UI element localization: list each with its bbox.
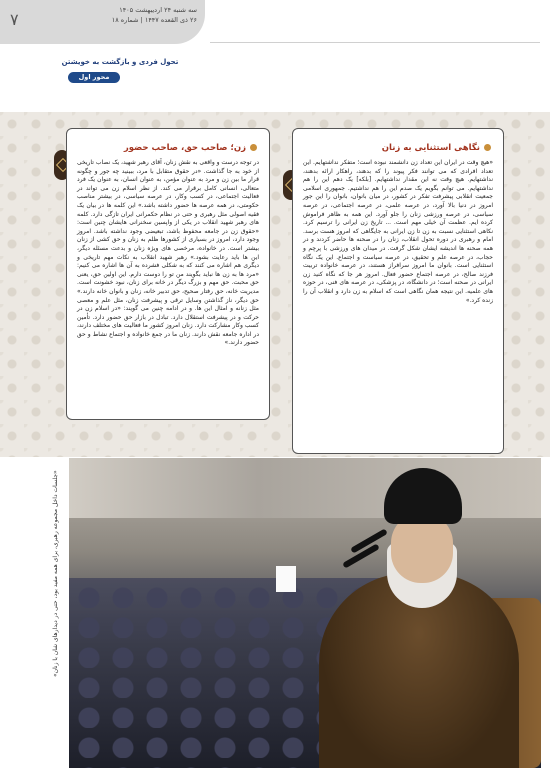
article-box-left xyxy=(66,128,270,420)
photo-caption: «جلسات داخل مجموعه رهبری، برای همه مفید بود، حتی در دیدارهای شان با زنان» xyxy=(52,470,59,677)
article-title-right xyxy=(382,143,491,153)
article-title-text: زن؛ صاحب حق، صاحب حضور xyxy=(123,143,246,153)
bullet-icon xyxy=(250,144,257,151)
section-title: تحول فردی و بازگشت به خویشتن xyxy=(61,58,179,66)
page-number: ۷ xyxy=(10,10,19,29)
issue-date: سه شنبه ۲۴ اردیبهشت ۱۴۰۵ xyxy=(119,6,197,14)
event-photo xyxy=(69,458,541,768)
section-tab: محور اول xyxy=(68,72,120,83)
issue-number: ۲۶ ذی القعده ۱۴۴۷ | شماره ۱۸ xyxy=(111,16,197,24)
speech-paper xyxy=(276,566,296,592)
article-box-right xyxy=(292,128,504,454)
article-title-left xyxy=(124,143,257,153)
page-header-bar xyxy=(0,0,205,44)
article-body-left: در توجه درست و واقعی به نقش زنان، آقای رهبر شهید، یک نصاب تاریخی از خود به جا گذاشت. «در حقوق متقابل با مرد، ببینید چه جور و چگونه قرار ما بین زن و مرد به عنوان مؤمن، به عنوان انسان، به عنوان یک فرد متعالی، انسانی کامل برقرار می کند. از نظر اسلام زن می تواند در فعالیت اجتماعی، در کسب وکار، در عرصه سیاسی، در بیشتر مناصب حکومتی، در همه عرصه ها حضور داشته باشد.» این کلمه ها در بیان یک فقیه اصولی مثل رهبری و حتی در نظام حکمرانی ایران تازگی دارد. کلمه های رهبر شهید انقلاب در یکی از واپسین سخنرانی هایشان چنین است: «حقوق زن در جامعه محفوظ باشد، تبعیضی وجود نداشته باشد. امروز وجود دارد، امروز در بسیاری از کشورها ظلم به زنان و حق کشی از زنان بیشتر است. در خانواده، مرخصی های ویژه زنان و بدعت مسئله دیگر، این ها باید رعایت بشود.» رهبر شهید انقلاب به نکات مهم تاریخی و دیگری هم اشاره می کنند که به شکلی فشرده به آن ها اشاره می کنیم: «مرد ها به زن ها نباید بگویند من تو را دوست دارم. این اولین حق، یعنی حق محبت. حق مهم و بزرگ دیگر در خانه برای زنان، نبود خشونت است. مدیریت خانه، حق رفتار صحیح، حق تدبیر خانه، زنان و بانوان خانه دارند.» حق دیگر، ناز گذاشتن وسایل ترقی و پیشرفت زنان، مثل علم و معصی مثل زنانه و امثال این ها. و در ادامه چنین می گویند: «در اسلام زن در حرکت و در پیشرفت استقلال دارد. تبادل در بازار حق حضور دارد. تأمین کسب وکار مشارکت دارد. زنان امروز کشور ما فعالیت های مختلف دارند، در اداره جامعه نقش دارند. زنان ما در جمع خانواده و اجتماع نشاط و حق حضور دارند.» xyxy=(76,159,259,347)
background-banner xyxy=(69,458,541,518)
article-body-right: «هیچ وقت در ایران این تعداد زن دانشمند نبوده است؛ متفکر نداشتهایم. این تعداد افرادی که می توانند فکر پیوند را که بدهند، راهکار ارائه بدهند، نداشتهایم. هیچ وقت نه این مقدار نداشتهایم. [بلکه] یک دهم این را هم نداشتهایم. می توانم بگویم یک صدم این را هم نداشتیم. جمهوری اسلامی جمعیت انقلابی پیشرفت تفکر در کشور، در میان بانوان، بانوان را این جور امروز در دنیا بالا آورد، در عرصه علمی، در عرصه اجتماعی، در عرصه سیاسی، در عرصه ورزشی زنان را جلو آورد. این همه به ظاهر فراموش کرده ایم. عظمت آن خیلی مهم است. ... تاریخ زن ایرانی را ترسیم کرد. نکاهی استثنایی نسبت به زن تا زن ایرانی به جایگاهی که امروز هست برسد. امام و رهبری در دوره تحول انقلاب، زنان را در صحنه ها حاضر کردند و در همه صحنه ها اندیشه ایشان شکل گرفت. در میدان های ورزشی با پرچم و حجاب، در عرصه علم و تحقیق، در عرصه سیاست و اجتماع. این یک نگاه استثنایی است. بانوان ما امروز سرافراز هستند، در عرصه خانواده تربیت فرزند صالح، در عرصه اجتماع حضور فعال. امروز هر جا که نگاه کنید زن ایرانی در صحنه است؛ در دانشگاه، در پزشکی، در عرصه های فنی، در حوزه های علمیه. این نتیجه همان نگاهی است که اسلام به زن دارد و انقلاب آن را زنده کرد.» xyxy=(303,159,493,304)
article-title-text: نگاهی استثنایی به زنان xyxy=(381,143,480,153)
header-rule xyxy=(210,42,540,43)
bullet-icon xyxy=(484,144,491,151)
